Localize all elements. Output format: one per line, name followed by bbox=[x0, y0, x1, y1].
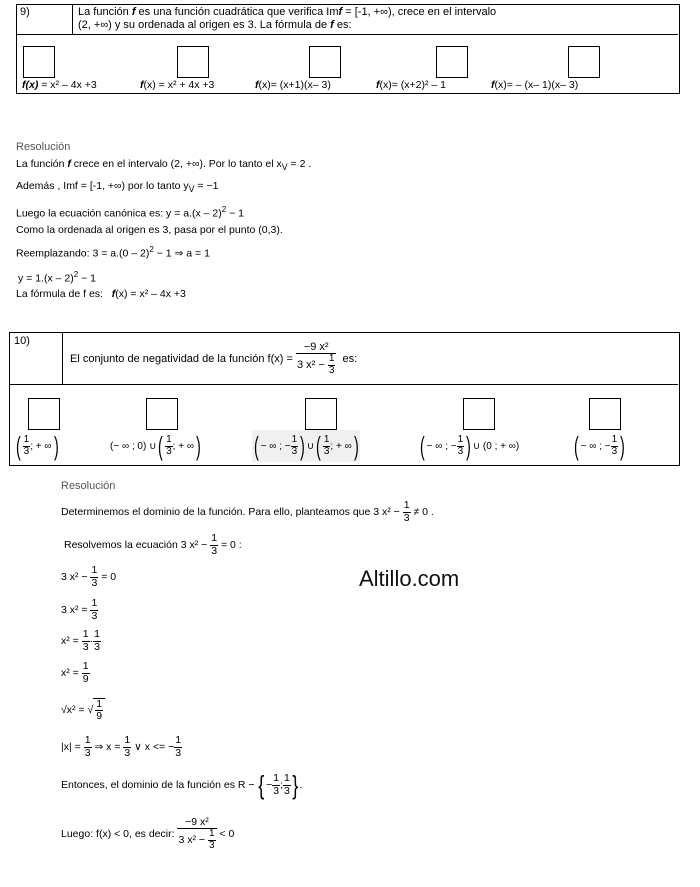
option-10d: ( − ∞ ; − $\frac{1}{3}$ ) ∪ (0 ; + ∞) bbox=[419, 431, 520, 461]
res9-line5: Reemplazando: 3 = a.(0 – 2)$^2$ − 1 ⇒ a = 1 bbox=[16, 245, 210, 260]
res10-luego: Luego: f(x) < 0, es decir: −9 x² 3 x² − $\frac{1}{3}$ < 0 bbox=[61, 815, 235, 851]
res10-eq1: 3 x² − $\frac{1}{3}$ = 0 bbox=[61, 564, 117, 589]
res10-domain: Entonces, el dominio de la función es R − { − $\frac{1}{3}$ ; $\frac{1}{3}$ } . bbox=[61, 770, 303, 800]
option-10a-checkbox[interactable] bbox=[28, 398, 60, 430]
res9-line3: Luego la ecuación canónica es: y = a.(x – 2)$^2$ − 1 bbox=[16, 205, 245, 220]
option-10e: ( − ∞ ; − $\frac{1}{3}$ ) bbox=[573, 431, 625, 461]
option-9a-checkbox[interactable] bbox=[23, 46, 55, 78]
option-9a: f(x) = x² – 4x +3 bbox=[22, 79, 97, 91]
problem-10-statement: El conjunto de negatividad de la función f(x) = −9 x² 3 x² − $\frac{1}{3}$ es: bbox=[70, 340, 358, 376]
res9-line6: y = 1.(x – 2)$^2$ − 1 bbox=[18, 270, 96, 285]
res9-line7: La fórmula de f es: f(x) = x² – 4x +3 bbox=[16, 288, 186, 300]
function-fraction: −9 x² 3 x² − $\frac{1}{3}$ bbox=[296, 340, 335, 376]
res10-eq4: x² = $\frac{1}{9}$ bbox=[61, 660, 89, 685]
res10-line1: Determinemos el dominio de la función. Para ello, planteamos que 3 x² − $\frac{1}{3}$ ≠ 0 . bbox=[61, 499, 434, 524]
option-9b: f(x) = x² + 4x +3 bbox=[140, 79, 215, 91]
res9-line1: La función f crece en el intervalo (2, +∞). Por lo tanto el $x_V = 2$ . bbox=[16, 158, 312, 173]
problem-10-header-divider bbox=[9, 384, 678, 385]
option-10d-checkbox[interactable] bbox=[463, 398, 495, 430]
option-9e-checkbox[interactable] bbox=[568, 46, 600, 78]
option-9c-checkbox[interactable] bbox=[309, 46, 341, 78]
option-9d-checkbox[interactable] bbox=[436, 46, 468, 78]
option-9c: f(x)= (x+1)(x– 3) bbox=[255, 79, 331, 91]
problem-9-header-divider bbox=[16, 34, 678, 35]
res10-eq6: |x| = $\frac{1}{3}$ ⇒ x = $\frac{1}{3}$ ∨ x <= − $\frac{1}{3}$ bbox=[61, 734, 182, 759]
option-10e-checkbox[interactable] bbox=[589, 398, 621, 430]
res10-eq5: √x² = √ $\frac{1}{9}$ bbox=[61, 694, 105, 726]
problem-9-number: 9) bbox=[20, 6, 30, 18]
option-10b: (− ∞ ; 0) ∪ ( $\frac{1}{3}$ ; + ∞ ) bbox=[110, 431, 201, 461]
problem-9-number-divider bbox=[72, 4, 73, 34]
problem-10-number: 10) bbox=[14, 335, 30, 347]
resolution-10-title: Resolución bbox=[61, 480, 116, 492]
res9-line2: Además , Imf = [-1, +∞) por lo tanto $y_V = -1$ bbox=[16, 180, 219, 195]
option-9b-checkbox[interactable] bbox=[177, 46, 209, 78]
option-9d: f(x)= (x+2)² – 1 bbox=[376, 79, 447, 91]
option-9e: f(x)= – (x– 1)(x– 3) bbox=[491, 79, 579, 91]
res10-line2: Resolvemos la ecuación 3 x² − $\frac{1}{3}$ = 0 : bbox=[64, 532, 242, 557]
option-10c-checkbox[interactable] bbox=[305, 398, 337, 430]
res10-eq3: x² = $\frac{1}{3}$ · $\frac{1}{3}$ bbox=[61, 628, 100, 653]
option-10a: ( $\frac{1}{3}$ ; + ∞ ) bbox=[15, 431, 59, 461]
resolution-9-title: Resolución bbox=[16, 141, 71, 153]
problem-10-number-divider bbox=[62, 332, 63, 384]
res9-line4: Como la ordenada al origen es 3, pasa por el punto (0,3). bbox=[16, 224, 283, 236]
watermark: Altillo.com bbox=[359, 566, 460, 591]
option-10c: ( − ∞ ; − $\frac{1}{3}$ ) ∪ ( $\frac{1}{3}$ ; + ∞ ) bbox=[253, 431, 359, 461]
problem-9-statement: La función f es una función cuadrática que verifica Imf = [-1, +∞), crece en el intervalo (2, +∞) y su ordenada al origen es 3. La fórmula de f es: bbox=[78, 6, 497, 31]
option-10b-checkbox[interactable] bbox=[146, 398, 178, 430]
res10-eq2: 3 x² = $\frac{1}{3}$ bbox=[61, 597, 98, 622]
